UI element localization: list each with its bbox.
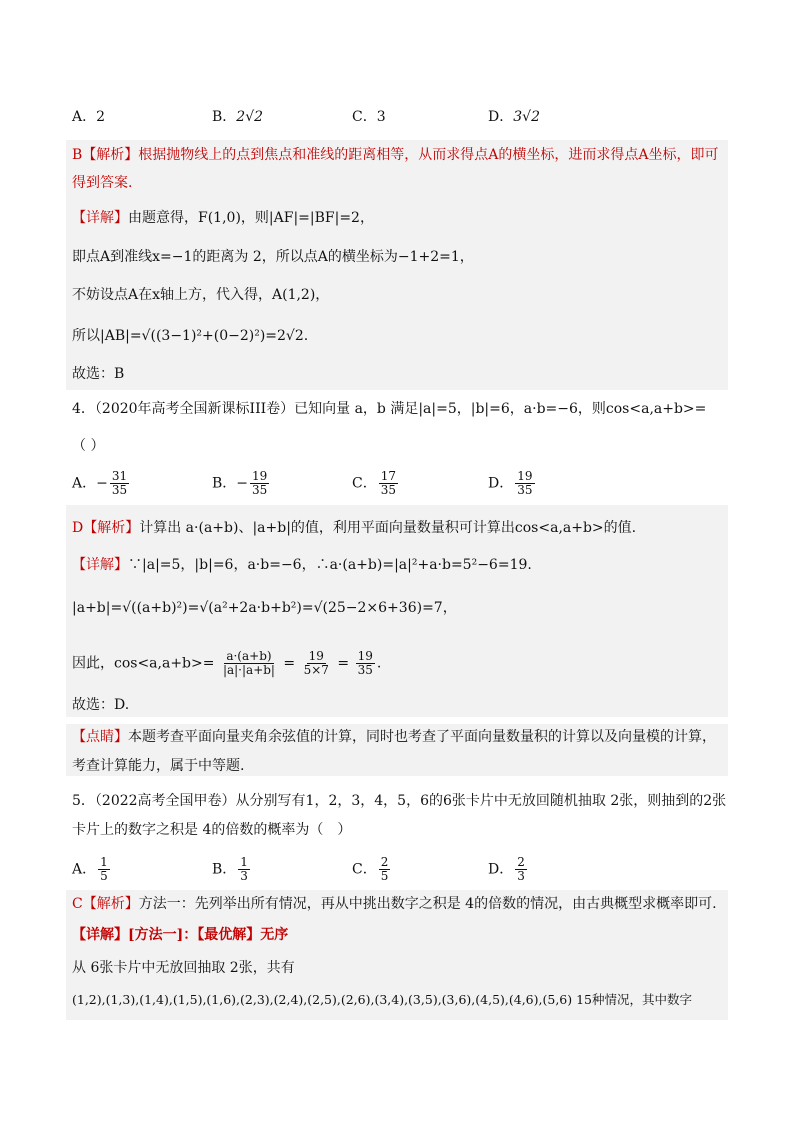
q3-detail-3: 不妨设点A在x轴上方，代入得，A(1,2)，: [72, 287, 330, 303]
q5-analysis: C【解析】方法一：先列举出所有情况，再从中挑出数字之积是 4的倍数的情况，由古典概型求概率即可.: [72, 896, 717, 912]
q4-answer: 故选：D.: [72, 697, 130, 713]
q4-stem: 4．（2020年高考全国新课标III卷）已知向量 a，b 满足|a|=5，|b|=6，a·b=−6，则cos<a,a+b>=: [72, 401, 707, 417]
q3-analysis: B【解析】根据抛物线上的点到焦点和准线的距离相等，从而求得点A的横坐标，进而求得点A坐标，即可: [72, 147, 719, 163]
q5-option-b: B． $\frac{1}{3}$: [212, 855, 248, 883]
q5-option-c: C． $\frac{2}{5}$: [352, 855, 389, 883]
q4-comment-cont: 考查计算能力，属于中等题.: [72, 758, 245, 774]
q5-detail-2: (1,2),(1,3),(1,4),(1,5),(1,6),(2,3),(2,4),(2,5),(2,6),(3,4),(3,5),(3,6),(4,5),(4,6),(5,6) 15种情况，其中数字: [72, 992, 692, 1007]
q4-option-d: D． $\frac{19}{35}$: [488, 469, 533, 497]
q5-option-d: D． $\frac{2}{3}$: [488, 855, 525, 883]
q3-option-a: A．2: [72, 109, 106, 125]
q4-stem-cont: （ ）: [72, 438, 105, 454]
q4-analysis: D【解析】计算出 a·(a+b)、|a+b|的值，利用平面向量数量积可计算出cos<a,a+b>的值.: [72, 520, 637, 536]
q5-stem: 5．（2022高考全国甲卷）从分别写有1，2，3，4，5，6的6张卡片中无放回随机抽取 2张，则抽到的2张: [72, 793, 727, 809]
q4-detail-1: 【详解】∵|a|=5，|b|=6，a·b=−6，∴a·(a+b)=|a|²+a·b=5²−6=19.: [72, 557, 532, 573]
q4-detail-2: |a+b|=√((a+b)²)=√(a²+2a·b+b²)=√(25−2×6+36)=7，: [72, 600, 457, 616]
q3-answer: 故选：B: [72, 366, 125, 382]
q3-detail-1: 【详解】由题意得，F(1,0)，则|AF|=|BF|=2，: [72, 210, 374, 226]
q5-stem-cont: 卡片上的数字之积是 4的倍数的概率为（ ）: [72, 822, 352, 838]
q4-option-b: B．− $\frac{19}{35}$: [212, 469, 268, 497]
q3-analysis-cont: 得到答案.: [72, 175, 133, 191]
q3-option-c: C．3: [352, 109, 386, 125]
q4-comment: 【点睛】本题考查平面向量夹角余弦值的计算，同时也考查了平面向量数量积的计算以及向量模的计算，: [72, 729, 716, 745]
q4-option-c: C． $\frac{17}{35}$: [352, 469, 396, 497]
q3-detail-2: 即点A到准线x=−1的距离为 2，所以点A的横坐标为−1+2=1，: [72, 249, 474, 265]
q3-option-d: D．3√2: [488, 109, 540, 125]
q5-detail-tag: 【详解】[方法一]：【最优解】无序: [72, 927, 289, 943]
q5-detail-1: 从 6张卡片中无放回抽取 2张，共有: [72, 960, 295, 976]
q5-option-a: A． $\frac{1}{5}$: [72, 855, 108, 883]
q4-option-a: A．− $\frac{31}{35}$: [72, 469, 128, 497]
q4-detail-3: 因此，cos<a,a+b>= $\frac{a\cdot(a+b)}{|a|\cdot|a+b|}$ = $\frac{19}{5\times 7}$ = $\frac{19}{35}$ .: [72, 649, 382, 677]
q3-option-b: B．2√2: [212, 109, 264, 125]
q3-detail-4: 所以|AB|=√((3−1)²+(0−2)²)=2√2.: [72, 328, 309, 344]
